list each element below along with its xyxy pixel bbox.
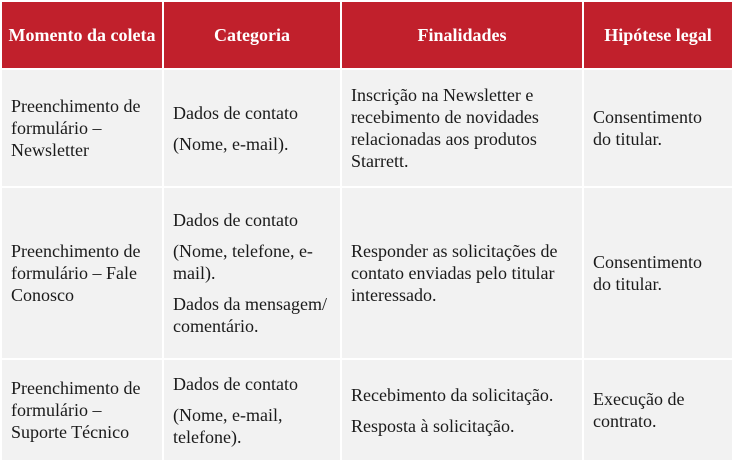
cell-momento-da-coleta [2, 360, 162, 460]
table-row [2, 70, 732, 186]
header-finalidades: Finalidades [342, 2, 582, 68]
cell-text: Dados de contato [173, 102, 298, 123]
cell-categoria [164, 70, 340, 186]
cell-text: (Nome, e-mail, telefone). [173, 404, 283, 447]
cell-text: Consentimento do titular. [593, 252, 702, 294]
cell-text: Dados de contato [173, 210, 298, 230]
table-row [2, 360, 732, 460]
cell-text: Inscrição na Newsletter e recebimento de novidades relacionadas aos produtos Starrett. [351, 85, 539, 171]
cell-finalidades [342, 188, 582, 358]
cell-text: Responder as solicitações de contato enviadas pelo titular interessado. [351, 241, 558, 305]
header-hipotese-legal: Hipótese legal [584, 2, 732, 68]
cell-text: Resposta à solicitação. [351, 415, 515, 436]
cell-text: (Nome, telefone, e-mail). [173, 241, 313, 283]
cell-text: Execução de contrato. [593, 389, 685, 431]
cell-hipotese-legal [584, 360, 732, 460]
cell-hipotese-legal [584, 70, 732, 186]
table-body [2, 70, 732, 460]
cell-text: Consentimento do titular. [593, 107, 702, 149]
cell-categoria [164, 188, 340, 358]
cell-text: (Nome, e-mail). [173, 133, 289, 154]
cell-text: Recebimento da solicitação. [351, 384, 554, 405]
cell-text: Dados de contato [173, 373, 298, 394]
cell-momento-da-coleta [2, 188, 162, 358]
cell-hipotese-legal [584, 188, 732, 358]
cell-finalidades [342, 360, 582, 460]
cell-momento-da-coleta [2, 70, 162, 186]
cell-text: Dados da mensagem/ comentário. [173, 294, 327, 336]
cell-text: Preenchimento de formulário – Newsletter [11, 96, 141, 160]
header-momento-da-coleta: Momento da coleta [2, 2, 162, 68]
cell-text: Preenchimento de formulário – Suporte Técnico [11, 378, 141, 442]
header-categoria: Categoria [164, 2, 340, 68]
table-header [2, 2, 732, 68]
cell-text: Preenchimento de formulário – Fale Conosco [11, 241, 141, 305]
cell-categoria [164, 360, 340, 460]
table-row [2, 188, 732, 358]
cell-finalidades [342, 70, 582, 186]
header-row [2, 2, 732, 68]
